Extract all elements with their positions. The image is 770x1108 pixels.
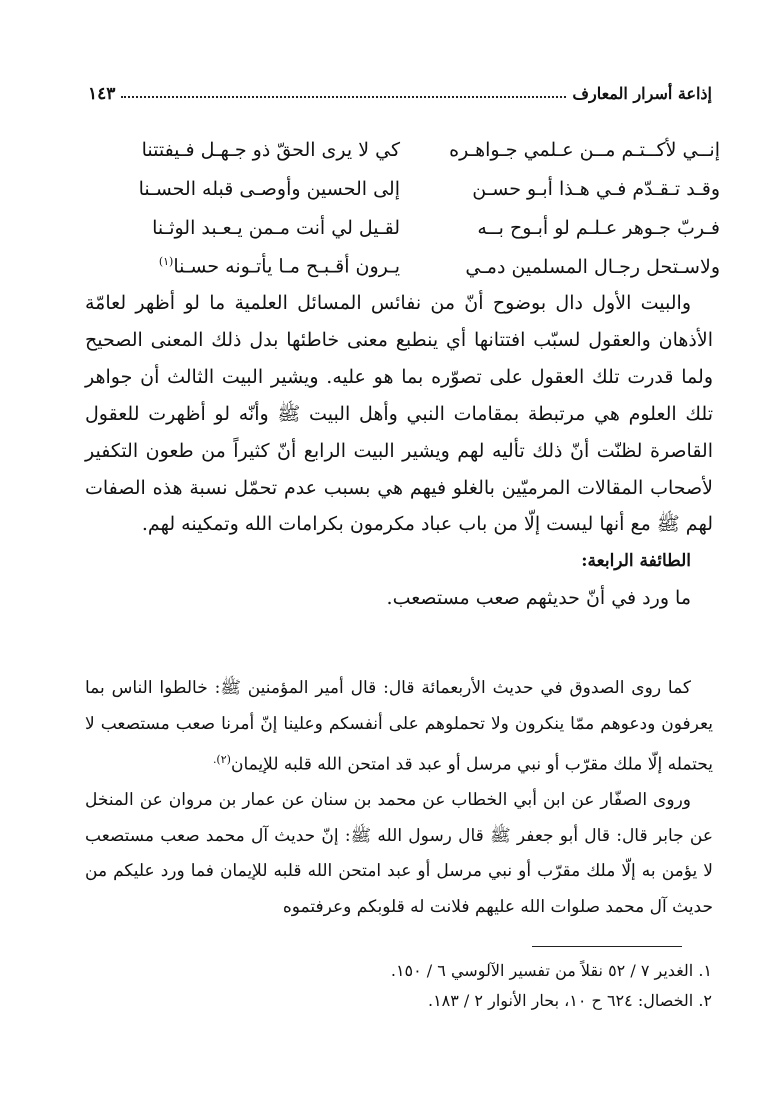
verse-first-hemistich: وقـد تـقـدّم فـي هـذا أبـو حسـن bbox=[472, 177, 720, 200]
header-dot-leader bbox=[121, 96, 566, 98]
hadith-quote-2: وروى الصفّار عن ابن أبي الخطاب عن محمد بن سنان عن عمار بن مروان عن المنخل عن جابر قال: قال أبو جعفر ﷺ قال رسول الله ﷺ: إنّ حديث آل محمد صعب مستصعب لا يؤمن به إلّا ملك مقرّب أو نبي مرسل أو عبد امتحن الله قلبه للإيمان فما ورد عليكم من حديث آل محمد صلوات الله عليهم فلانت له قلوبكم وعرفتموه bbox=[85, 790, 713, 917]
commentary-paragraph: والبيت الأول دال بوضوح أنّ من نفائس المسائل العلمية ما لو أظهر لعامّة الأذهان والعقول لسبّب افتتانها أي ينطبع معنى خاطئها بدل ذلك المعنى الصحيح ولما قدرت تلك العقول على تصوّره بما هو عليه. ويشير البيت الثالث أن جواهر تلك العلوم هي مرتبطة بمقامات النبي وأهل البيت ﷺ وأنّه لو أظهرت للعقول القاصرة لظنّت أنّ ذلك تأليه لهم ويشير البيت الرابع أنّ كثيراً من طعون التكفير لأصحاب المقالات المرميّين بالغلو فيهم هي بسبب عدم تحمّل نسبة هذه الصفات لهم ﷺ مع أنها ليست إلّا من باب عباد مكرمون بكرامات الله وتمكينه لهم. bbox=[85, 292, 713, 536]
verse-second-hemistich bbox=[110, 255, 400, 277]
section-heading: الطائفة الرابعة: bbox=[581, 551, 691, 572]
running-header bbox=[88, 84, 712, 110]
verse-text: يـرون أقـبـح مـا يأتـونه حسـنا bbox=[173, 255, 400, 278]
hadith-quote-1 bbox=[85, 671, 713, 783]
running-title: إذاعة أسرار المعارف bbox=[572, 84, 712, 103]
footnote-ref-1: (١) bbox=[158, 255, 174, 269]
poem-verse-row bbox=[110, 169, 720, 208]
page-number: ١٤٣ bbox=[88, 84, 116, 104]
hadith-quotes bbox=[85, 671, 713, 925]
hadith-quote-1-text: كما روى الصدوق في حديث الأربعمائة قال: قال أمير المؤمنين ﷺ: خالطوا الناس بما يعرفون ودعوهم ممّا ينكرون ولا تحملوهم على أنفسكم وعلينا إنّ أمرنا صعب مستصعب لا يحتمله إلّا ملك مقرّب أو نبي مرسل أو عبد قد امتحن الله قلبه للإيمان bbox=[85, 678, 713, 775]
footnotes bbox=[320, 956, 712, 1016]
footnote-1: ١. الغدير ٧ / ٥٢ نقلاً من تفسير الآلوسي ٦ / ١٥٠. bbox=[390, 961, 712, 980]
verse-first-hemistich: إنــي لأكــتـم مــن عـلمي جـواهـره bbox=[449, 138, 720, 161]
verse-second-hemistich: إلى الحسين وأوصـى قبله الحسـنا bbox=[138, 177, 400, 200]
poem-verse-row bbox=[110, 247, 720, 286]
footnote-separator bbox=[532, 946, 682, 947]
body-text bbox=[85, 285, 713, 617]
footnote-2: ٢. الخصال: ٦٢٤ ح ١٠، بحار الأنوار ٢ / ١٨٣. bbox=[427, 991, 712, 1010]
poem-block bbox=[110, 130, 720, 286]
verse-first-hemistich: فـربّ جـوهر عـلـم لو أبـوح بــه bbox=[477, 216, 720, 239]
poem-verse-row bbox=[110, 208, 720, 247]
verse-second-hemistich: لقـيل لي أنت مـمن يـعـبد الوثـنا bbox=[152, 216, 400, 239]
verse-second-hemistich: كي لا يرى الحقّ ذو جـهـل فـيفتتنا bbox=[141, 138, 400, 161]
poem-verse-row bbox=[110, 130, 720, 169]
section-intro: ما ورد في أنّ حديثهم صعب مستصعب. bbox=[386, 587, 691, 610]
footnote-ref-2: (٢). bbox=[212, 753, 231, 766]
verse-first-hemistich: ولاسـتحل رجـال المسلمين دمـي bbox=[465, 255, 720, 278]
